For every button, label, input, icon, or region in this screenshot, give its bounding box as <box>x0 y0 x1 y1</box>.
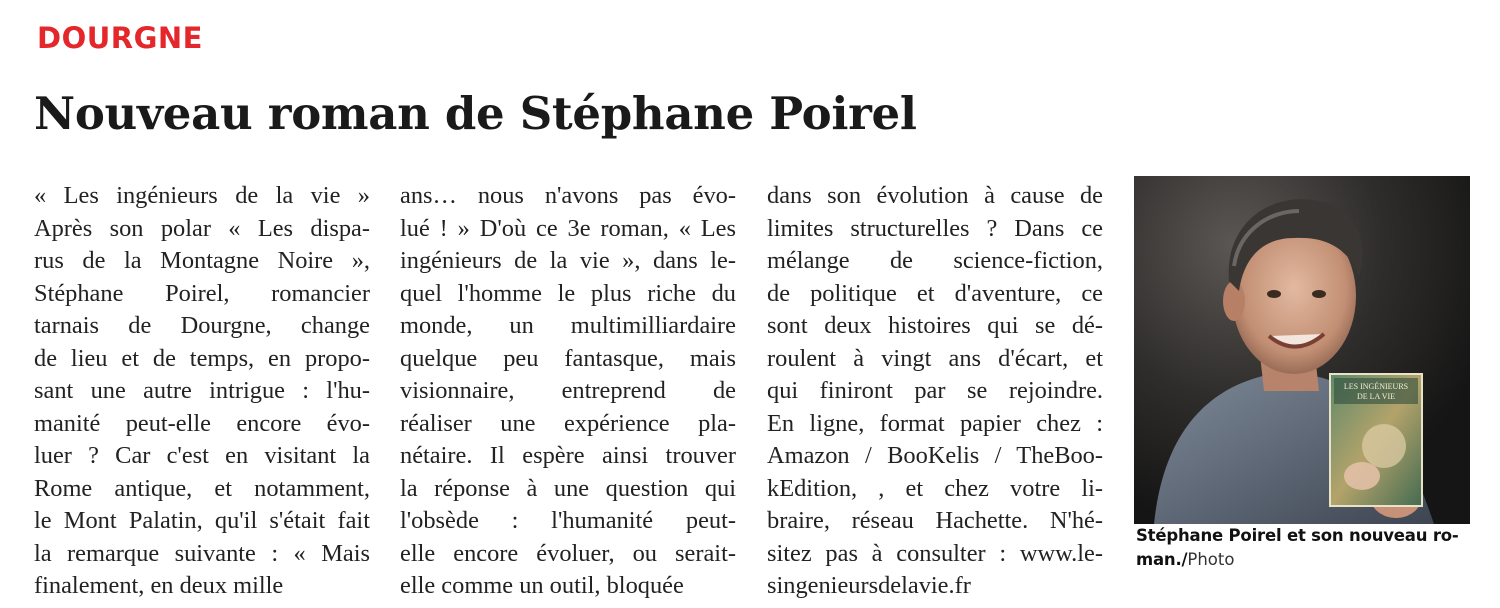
article-column-3 <box>767 180 1103 603</box>
article-line: ingénieurs de la vie », dans le- <box>400 247 736 274</box>
article-line: visionnaire, entreprend de <box>400 377 736 404</box>
article-line: En ligne, format papier chez : <box>767 409 1103 437</box>
caption-line-1: Stéphane Poirel et son nouveau ro- <box>1136 526 1459 545</box>
article-line: singenieursdelavie.fr <box>767 572 971 599</box>
article-line: elle comme un outil, bloquée <box>400 572 684 599</box>
photo-credit: Photo <box>1187 550 1235 569</box>
book-cover <box>1330 374 1422 506</box>
article-line: finalement, en deux mille <box>34 572 284 599</box>
book-cover-title: LES INGÉNIEURS <box>1343 382 1409 391</box>
article-line: sont deux histoires qui se dé- <box>767 312 1103 339</box>
article-line: « Les ingénieurs de la vie » <box>34 182 370 209</box>
article-line: le Mont Palatin, qu'il s'était fait <box>34 507 370 534</box>
article-line: lué ! » D'où ce 3e roman, « Les <box>400 214 736 242</box>
article-column-1 <box>34 180 370 603</box>
article-headline: Nouveau roman de Stéphane Poirel <box>34 87 917 140</box>
article-line: manité peut-elle encore évo- <box>34 409 370 437</box>
book-cover-subtitle: DE LA VIE <box>1356 392 1396 401</box>
article-line: kEdition, , et chez votre li- <box>767 474 1103 502</box>
article-line: de lieu et de temps, en propo- <box>34 344 370 372</box>
article-line: réaliser une expérience pla- <box>400 409 736 437</box>
article-line: elle encore évoluer, ou serait- <box>400 539 736 567</box>
author-photo <box>1134 176 1470 524</box>
article-line: la remarque suivante : « Mais <box>34 539 370 567</box>
article-line: dans son évolution à cause de <box>767 182 1103 209</box>
article-line: quel l'homme le plus riche du <box>400 279 736 307</box>
article-line: limites structurelles ? Dans ce <box>767 214 1103 242</box>
article-line: nétaire. Il espère ainsi trouver <box>400 442 736 469</box>
article-line: luer ? Car c'est en visitant la <box>34 442 370 469</box>
article-line: braire, réseau Hachette. N'hé- <box>767 507 1103 534</box>
article-line: roulent à vingt ans d'écart, et <box>767 344 1103 372</box>
section-kicker: DOURGNE <box>37 21 203 55</box>
article-line: la réponse à une question qui <box>400 474 736 502</box>
article-line: rus de la Montagne Noire », <box>34 247 370 274</box>
article-line: Après son polar « Les dispa- <box>34 214 370 242</box>
article-line: de politique et d'aventure, ce <box>767 279 1103 307</box>
article-line: Stéphane Poirel, romancier <box>34 279 370 307</box>
article-line: qui finiront par se rejoindre. <box>767 377 1103 404</box>
article-line: monde, un multimilliardaire <box>400 312 736 339</box>
article-column-2 <box>400 180 736 603</box>
article-line: ans… nous n'avons pas évo- <box>400 182 736 209</box>
caption-line-2: man./ <box>1136 550 1188 569</box>
article-line: mélange de science-fiction, <box>767 247 1103 274</box>
article-line: sant une autre intrigue : l'hu- <box>34 377 370 404</box>
photo-caption <box>1136 524 1472 572</box>
author-portrait-image <box>1134 176 1470 524</box>
article-line: Rome antique, et notamment, <box>34 474 370 502</box>
article-line: Amazon / BooKelis / TheBoo- <box>767 442 1103 469</box>
article-line: tarnais de Dourgne, change <box>34 312 370 339</box>
article-line: quelque peu fantasque, mais <box>400 344 736 372</box>
article-line: sitez pas à consulter : www.le- <box>767 539 1103 567</box>
article-line: l'obsède : l'humanité peut- <box>400 507 736 534</box>
